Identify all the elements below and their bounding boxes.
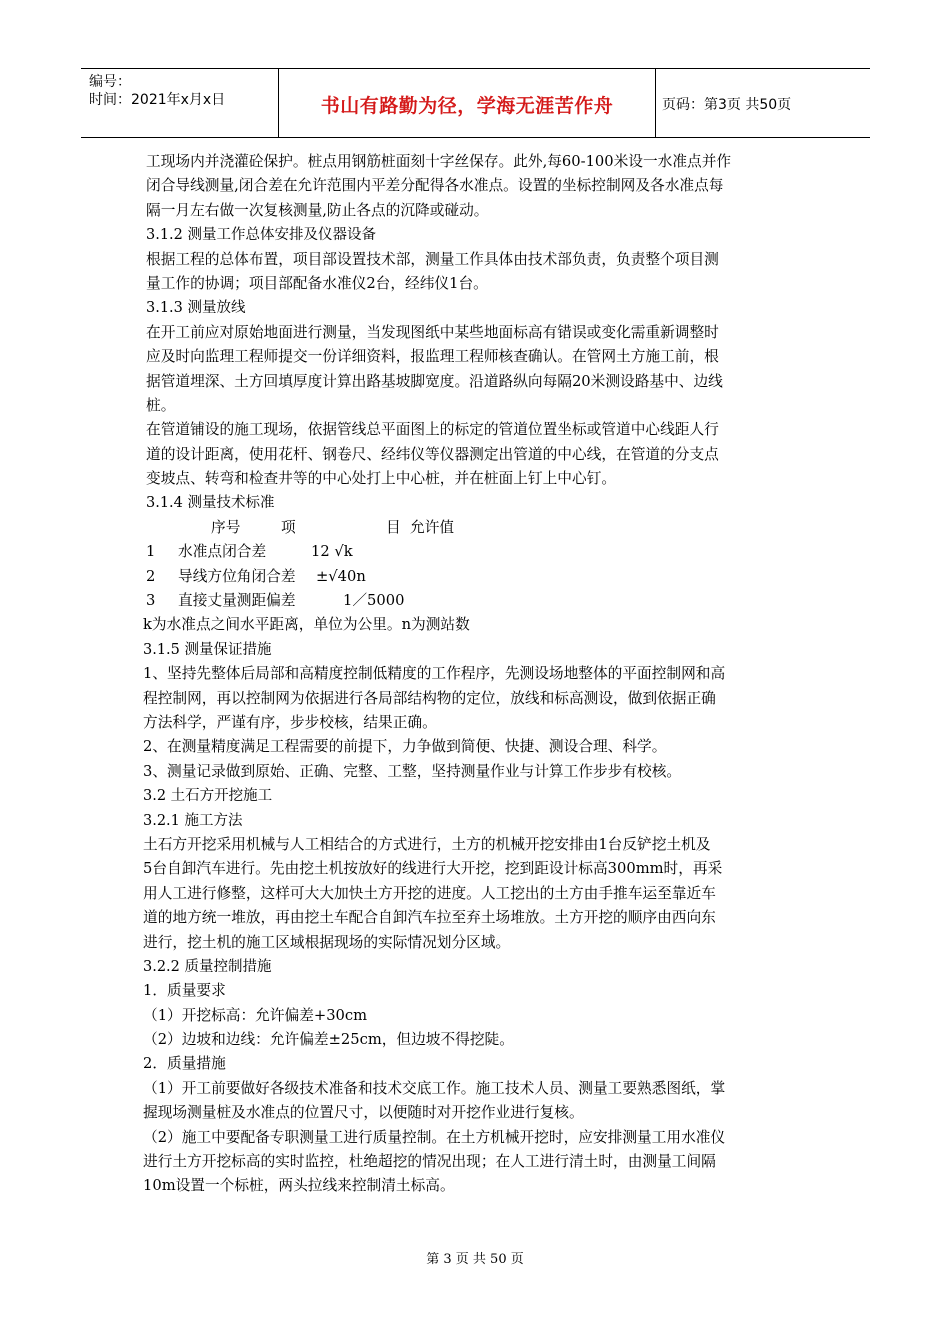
table-cell: 1 [146, 543, 156, 561]
table-cell: 1／5000 [343, 592, 405, 610]
table-cell: 水准点闭合差 [178, 543, 267, 561]
body-line: （1）开工前要做好各级技术准备和技术交底工作。施工技术人员、测量工要熟悉图纸，掌 [143, 1079, 726, 1097]
body-line: 变坡点、转弯和检查井等的中心处打上中心桩，并在桩面上钉上中心钉。 [146, 470, 617, 488]
section-heading: 3.2.1 施工方法 [143, 812, 243, 829]
body-line: 程控制网，再以控制网为依据进行各局部结构物的定位，放线和标高测设，做到依据正确 [143, 689, 716, 707]
table-header-cell: 序号 [211, 518, 241, 536]
body-line: 1．质量要求 [143, 982, 226, 1000]
body-line: 工现场内并浇灌砼保护。桩点用钢筋桩面刻十字丝保存。此外,每60-100米设一水准点并作 [146, 153, 732, 170]
header-motto-cell [279, 69, 656, 137]
body-line: 桩。 [146, 396, 176, 414]
table-cell: 12 √k [311, 543, 353, 561]
body-line: （2）边坡和边线：允许偏差±25cm，但边坡不得挖陡。 [143, 1031, 514, 1049]
table-header-cell: 允许值 [410, 518, 455, 536]
body-line: 用人工进行修整，这样可大大加快土方开挖的进度。人工挖出的土方由手推车运至靠近车 [143, 884, 716, 902]
body-line: 道的设计距离，使用花杆、钢卷尺、经纬仪等仪器测定出管道的中心线，在管道的分支点 [146, 445, 719, 463]
body-line: 进行土方开挖标高的实时监控，杜绝超挖的情况出现；在人工进行清土时，由测量工间隔 [143, 1153, 716, 1171]
page-header [81, 68, 870, 138]
body-line: 1、坚持先整体后局部和高精度控制低精度的工作程序，先测设场地整体的平面控制网和高 [143, 665, 726, 683]
table-cell: 导线方位角闭合差 [178, 567, 296, 585]
page-footer: 第 3 页 共 50 页 [426, 1252, 524, 1267]
table-header-cell: 目 [386, 518, 401, 536]
document-body [143, 150, 816, 1199]
header-motto: 书山有路勤为径，学海无涯苦作舟 [320, 95, 614, 117]
body-line: 握现场测量桩及水准点的位置尺寸，以便随时对开挖作业进行复核。 [143, 1104, 584, 1122]
body-line: 土石方开挖采用机械与人工相结合的方式进行，土方的机械开挖安排由1台反铲挖土机及 [143, 835, 711, 853]
body-line: 应及时向监理工程师提交一份详细资料，报监理工程师核查确认。在管网土方施工前，根 [146, 348, 719, 366]
table-header-cell: 项 [281, 518, 296, 536]
section-heading: 3.1.3 测量放线 [146, 300, 246, 317]
body-line: 据管道埋深、土方回填厚度计算出路基坡脚宽度。沿道路纵向每隔20米测设路基中、边线 [146, 372, 723, 390]
table-cell: 直接丈量测距偏差 [178, 592, 296, 610]
table-cell: ±√40n [316, 567, 366, 585]
body-line: 3、测量记录做到原始、正确、完整、工整，坚持测量作业与计算工作步步有校核。 [143, 762, 682, 780]
body-line: 隔一月左右做一次复核测量,防止各点的沉降或碰动。 [146, 201, 489, 219]
section-heading: 3.1.4 测量技术标准 [146, 495, 275, 512]
table-row [146, 565, 816, 589]
body-line: 2．质量措施 [143, 1055, 226, 1073]
body-line: （2）施工中要配备专职测量工进行质量控制。在土方机械开挖时，应安排测量工用水准仪 [143, 1128, 726, 1146]
table-cell: 3 [146, 592, 156, 610]
body-line: 2、在测量精度满足工程需要的前提下，力争做到简便、快捷、测设合理、科学。 [143, 738, 667, 756]
body-line: 进行，挖土机的施工区域根据现场的实际情况划分区域。 [143, 933, 511, 951]
body-line: 闭合导线测量,闭合差在允许范围内平差分配得各水准点。设置的坐标控制网及各水准点每 [146, 177, 724, 195]
body-line: （1）开挖标高：允许偏差+30cm [143, 1006, 368, 1024]
document-date-label: 时间：2021年x月x日 [89, 92, 226, 108]
body-line: 在开工前应对原始地面进行测量，当发现图纸中某些地面标高有错误或变化需重新调整时 [146, 323, 719, 341]
section-heading: 3.2.2 质量控制措施 [143, 958, 272, 975]
header-page-info: 页码：第3页 共50页 [662, 97, 792, 113]
header-info-cell [81, 69, 279, 137]
body-line: 10m设置一个标桩，两头拉线来控制清土标高。 [143, 1177, 455, 1195]
header-page-cell [656, 69, 870, 137]
table-cell: 2 [146, 567, 156, 585]
body-line: 方法科学，严谨有序，步步校核，结果正确。 [143, 713, 437, 731]
table-row [146, 540, 816, 564]
body-line: k为水准点之间水平距离，单位为公里。n为测站数 [143, 616, 470, 634]
standards-table-header [146, 516, 816, 540]
body-line: 在管道铺设的施工现场，依据管线总平面图上的标定的管道位置坐标或管道中心线距人行 [146, 421, 719, 439]
section-heading: 3.2 土石方开挖施工 [143, 788, 273, 805]
document-number-label: 编号： [89, 74, 131, 90]
body-line: 量工作的协调；项目部配备水准仪2台，经纬仪1台。 [146, 274, 488, 292]
body-line: 5台自卸汽车进行。先由挖土机按放好的线进行大开挖，挖到距设计标高300mm时，再采 [143, 860, 723, 878]
section-heading: 3.1.2 测量工作总体安排及仪器设备 [146, 227, 377, 244]
body-line: 道的地方统一堆放，再由挖土车配合自卸汽车拉至弃土场堆放。土方开挖的顺序由西向东 [143, 909, 716, 927]
section-heading: 3.1.5 测量保证措施 [143, 641, 272, 658]
body-line: 根据工程的总体布置，项目部设置技术部，测量工作具体由技术部负责，负责整个项目测 [146, 250, 719, 268]
table-row [146, 589, 816, 613]
